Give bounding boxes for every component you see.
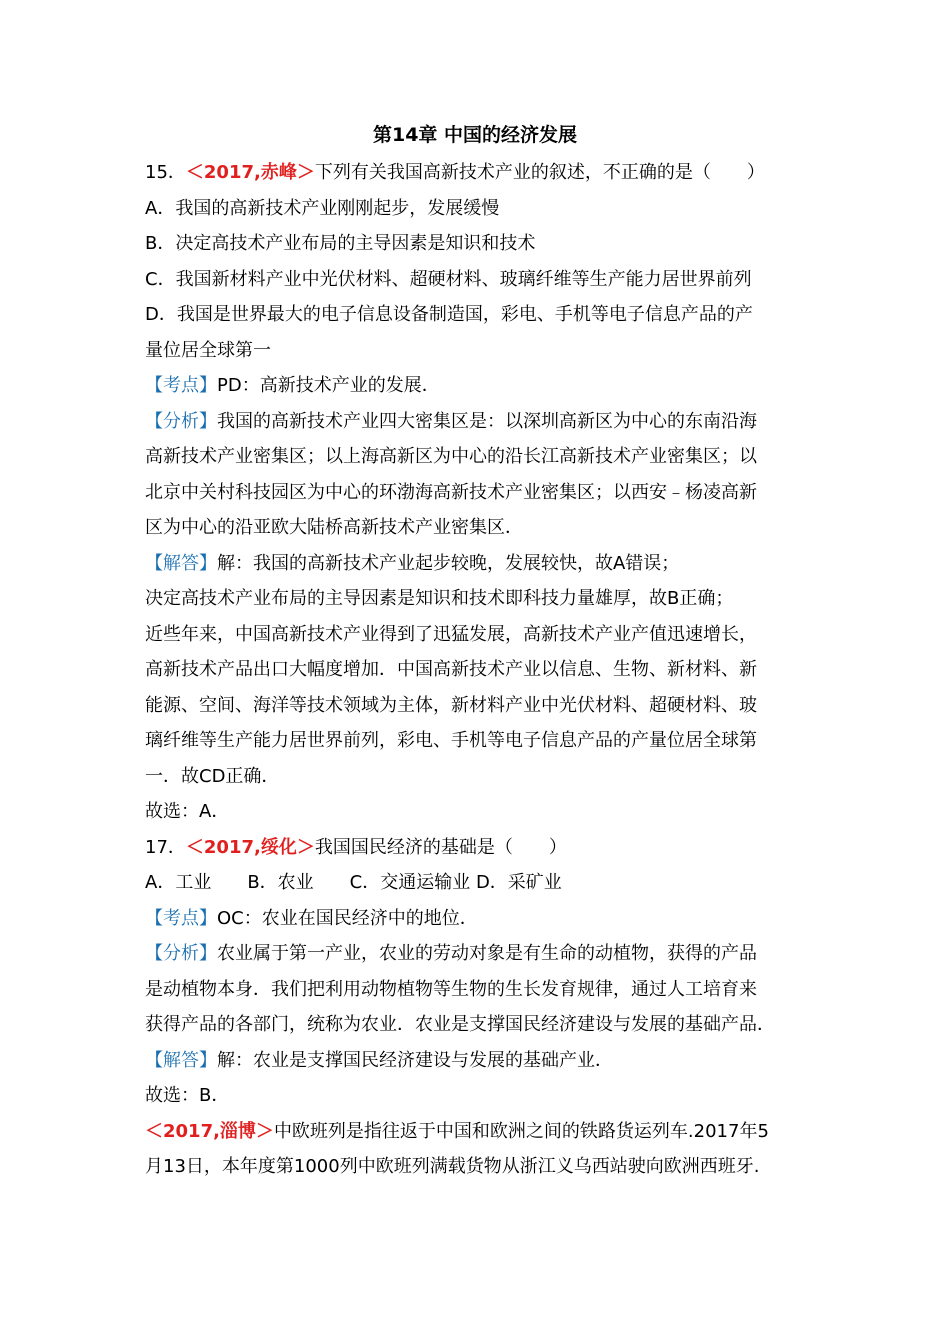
q17-fenxi-text1: 农业属于第一产业，农业的劳动对象是有生命的动植物，获得的产品 xyxy=(217,943,757,964)
q17-kaodian-label: 【考点】 xyxy=(145,907,217,929)
q15-jieda-line4: 高新技术产品出口大幅度增加．中国高新技术产业以信息、生物、新材料、新 xyxy=(145,659,757,680)
q15-fenxi-label: 【分析】 xyxy=(145,410,217,432)
q17-number: 17． xyxy=(145,836,186,858)
q15-fenxi-line4: 区为中心的沿亚欧大陆桥高新技术产业密集区． xyxy=(145,517,523,538)
q15-answer: 故选：A． xyxy=(145,801,230,822)
q17-jieda-label: 【解答】 xyxy=(145,1049,217,1071)
q17-stem: 我国国民经济的基础是（ ） xyxy=(314,836,567,858)
q17-answer: 故选：B． xyxy=(145,1085,230,1106)
qnext-source: ＜2017,淄博＞ xyxy=(145,1120,274,1142)
q15-jieda-text1: 解：我国的高新技术产业起步较晚，发展较快，故A错误； xyxy=(217,552,680,574)
qnext-line1 xyxy=(145,1114,810,1150)
q17-fenxi-label: 【分析】 xyxy=(145,943,217,964)
q17-fenxi-line3: 获得产品的各部门，统称为农业．农业是支撑国民经济建设与发展的基础产品． xyxy=(145,1014,775,1035)
q17-stem-line xyxy=(145,830,810,866)
q15-kaodian xyxy=(145,368,810,404)
q15-fenxi-line1 xyxy=(145,404,810,440)
q15-stem: 下列有关我国高新技术产业的叙述，不正确的是（ ） xyxy=(314,162,765,183)
q15-option-d-line1: D．我国是世界最大的电子信息设备制造国，彩电、手机等电子信息产品的产 xyxy=(145,304,753,325)
qnext-line2: 月13日，本年度第1000列中欧班列满载货物从浙江义乌西站驶向欧洲西班牙. xyxy=(145,1156,760,1177)
q15-option-a: A．我国的高新技术产业刚刚起步，发展缓慢 xyxy=(145,197,500,219)
q15-source: ＜2017,赤峰＞ xyxy=(185,162,315,183)
q15-jieda-line3: 近些年来，中国高新技术产业得到了迅猛发展，高新技术产业产值迅速增长， xyxy=(145,623,757,645)
q17-jieda-line1 xyxy=(145,1043,810,1079)
q17-jieda-text1: 解：农业是支撑国民经济建设与发展的基础产业． xyxy=(217,1049,613,1071)
q17-kaodian xyxy=(145,901,810,937)
q15-jieda-line1 xyxy=(145,546,810,582)
q15-number: 15． xyxy=(145,162,186,183)
q15-jieda-label: 【解答】 xyxy=(145,552,217,574)
q15-kaodian-text: PD：高新技术产业的发展． xyxy=(217,375,440,396)
q15-jieda-line7: 一．故CD正确． xyxy=(145,765,280,787)
q17-fenxi-line1 xyxy=(145,936,810,972)
q15-fenxi-text1: 我国的高新技术产业四大密集区是：以深圳高新区为中心的东南沿海 xyxy=(217,410,757,432)
q17-source: ＜2017,绥化＞ xyxy=(185,836,315,858)
q15-option-c: C．我国新材料产业中光伏材料、超硬材料、玻璃纤维等生产能力居世界前列 xyxy=(145,268,752,290)
q15-option-d-line2: 量位居全球第一 xyxy=(145,339,271,361)
chapter-title: 第14章 中国的经济发展 xyxy=(372,124,578,146)
q15-stem-line xyxy=(145,155,810,191)
q17-fenxi-line2: 是动植物本身．我们把利用动物植物等生物的生长发育规律，通过人工培育来 xyxy=(145,978,757,1000)
q15-jieda-line6: 璃纤维等生产能力居世界前列，彩电、手机等电子信息产品的产量位居全球第 xyxy=(145,730,757,751)
document-body xyxy=(145,155,810,1185)
q15-fenxi-line3: 北京中关村科技园区为中心的环渤海高新技术产业密集区；以西安﹣杨凌高新 xyxy=(145,481,757,503)
q15-fenxi-line2: 高新技术产业密集区；以上海高新区为中心的沿长江高新技术产业密集区；以 xyxy=(145,446,757,467)
q15-option-b: B．决定高技术产业布局的主导因素是知识和技术 xyxy=(145,233,536,254)
q17-options: A．工业 B．农业 C．交通运输业 D．采矿业 xyxy=(145,872,562,893)
q17-kaodian-text: OC：农业在国民经济中的地位． xyxy=(217,907,478,929)
q15-kaodian-label: 【考点】 xyxy=(145,375,217,396)
qnext-text1: 中欧班列是指往返于中国和欧洲之间的铁路货运列车.2017年5 xyxy=(273,1120,769,1142)
q15-jieda-line2: 决定高技术产业布局的主导因素是知识和技术即科技力量雄厚，故B正确； xyxy=(145,588,734,609)
q15-jieda-line5: 能源、空间、海洋等技术领域为主体，新材料产业中光伏材料、超硬材料、玻 xyxy=(145,694,757,716)
